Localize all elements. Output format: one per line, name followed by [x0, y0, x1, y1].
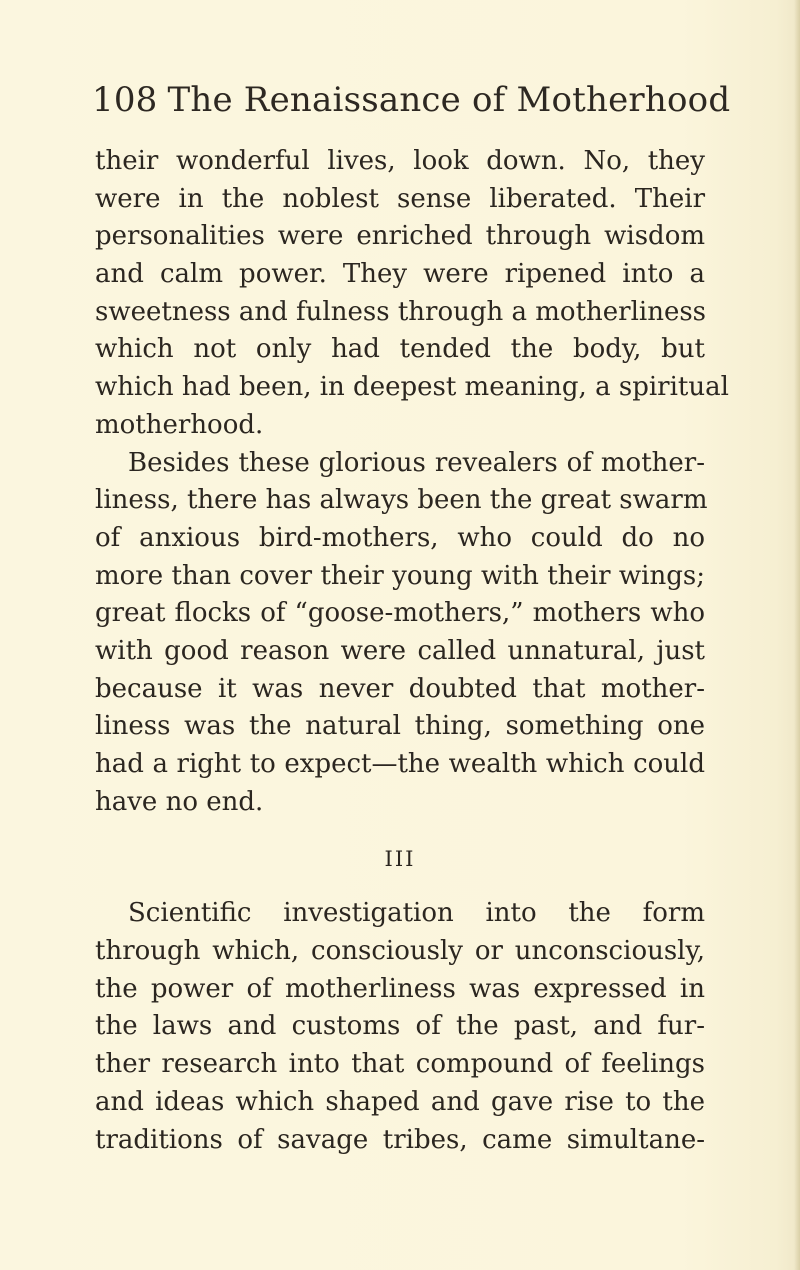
text-line: liness, there has always been the great swarm	[95, 485, 708, 516]
text-line: and calm power. They were ripened into a	[95, 259, 705, 290]
text-line: motherhood.	[95, 409, 264, 440]
text-line: had a right to expect—the wealth which could	[95, 749, 705, 779]
text-line: the power of motherliness was expressed in	[95, 973, 705, 1004]
text-line: traditions of savage tribes, came simultane-	[95, 1124, 705, 1155]
page-number: 108	[92, 80, 158, 120]
running-title: The Renaissance of Motherhood	[167, 80, 731, 120]
text-line: their wonderful lives, look down. No, they	[95, 146, 705, 176]
text-line: Besides these glorious revealers of mother-	[128, 447, 705, 478]
text-line: were in the noblest sense liberated. Their	[95, 183, 705, 214]
page-edge-shadow	[794, 0, 800, 1270]
text-line: which had been, in deepest meaning, a spiritual	[95, 372, 729, 403]
text-line: liness was the natural thing, something one	[95, 711, 705, 742]
text-line: personalities were enriched through wisdom	[95, 221, 705, 252]
body-text	[95, 143, 729, 1159]
text-line: because it was never doubted that mother-	[95, 673, 705, 704]
text-line: of anxious bird-mothers, who could do no	[95, 522, 705, 553]
text-line: with good reason were called unnatural, just	[95, 635, 705, 666]
text-line: which not only had tended the body, but	[95, 334, 705, 365]
text-line: through which, consciously or unconsciously,	[95, 936, 705, 967]
text-line: Scientific investigation into the form	[128, 898, 705, 929]
text-line: have no end.	[95, 786, 264, 817]
running-head	[92, 80, 730, 120]
text-line: great flocks of “goose-mothers,” mothers who	[95, 598, 705, 629]
text-line: ther research into that compound of feelings	[95, 1049, 705, 1080]
text-line: sweetness and fulness through a motherliness	[95, 296, 707, 327]
text-line: more than cover their young with their wings;	[95, 560, 705, 591]
text-line: and ideas which shaped and gave rise to the	[95, 1086, 705, 1117]
text-line: the laws and customs of the past, and fur-	[95, 1011, 705, 1042]
section-number: III	[384, 847, 416, 872]
